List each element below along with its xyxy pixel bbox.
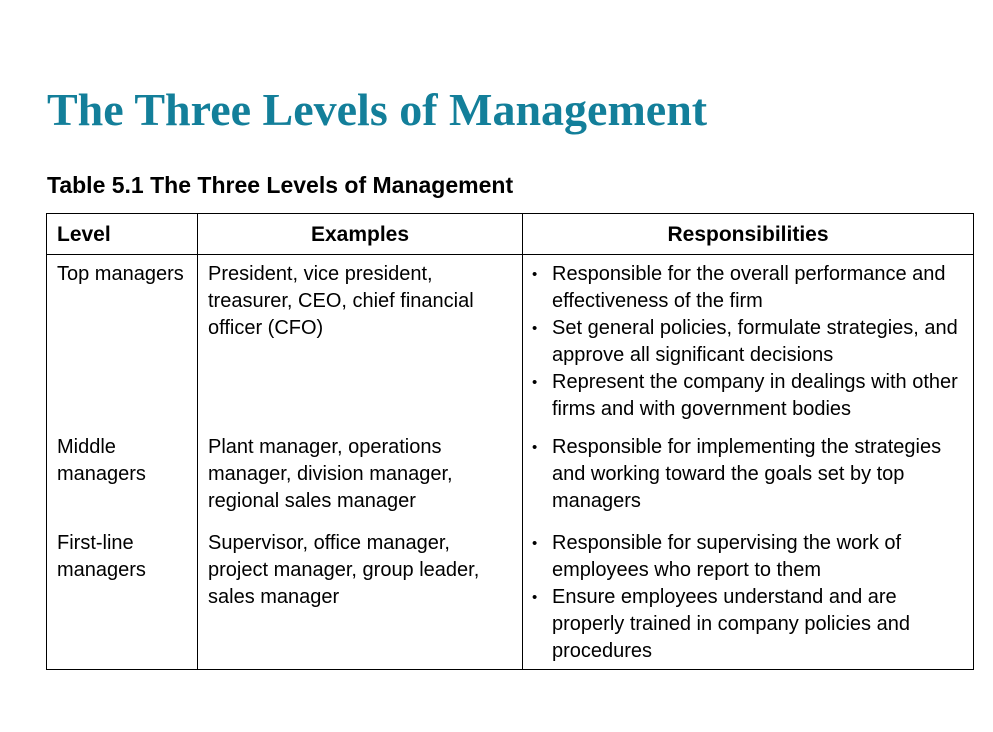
cell-level: Top managers [47,255,198,430]
cell-examples: President, vice president, treasurer, CEO, chief financial officer (CFO) [198,255,523,430]
responsibility-list [532,261,964,423]
cell-examples: Supervisor, office manager, project manager, group leader, sales manager [198,521,523,670]
responsibility-item: • Set general policies, formulate strategies, and approve all significant decisions [532,315,964,369]
header-examples: Examples [198,214,523,255]
responsibility-item: • Represent the company in dealings with other firms and with government bodies [532,369,964,423]
header-responsibilities: Responsibilities [523,214,974,255]
responsibility-list [532,434,964,515]
table-row-first-line-managers [47,521,974,670]
cell-level: Middle managers [47,429,198,521]
responsibility-item: • Ensure employees understand and are properly trained in company policies and procedures [532,584,964,665]
cell-level: First-line managers [47,521,198,670]
cell-responsibilities [523,429,974,521]
responsibility-item: • Responsible for implementing the strategies and working toward the goals set by top managers [532,434,964,515]
management-levels-table [46,213,974,670]
table-row-top-managers [47,255,974,430]
responsibility-list [532,530,964,665]
header-level: Level [47,214,198,255]
responsibility-item: • Responsible for the overall performance and effectiveness of the firm [532,261,964,315]
responsibility-item: • Responsible for supervising the work of employees who report to them [532,530,964,584]
cell-responsibilities [523,255,974,430]
table-caption: Table 5.1 The Three Levels of Management [47,172,514,198]
slide-title: The Three Levels of Management [47,84,708,135]
table-header-row [47,214,974,255]
cell-examples: Plant manager, operations manager, division manager, regional sales manager [198,429,523,521]
table-row-middle-managers [47,429,974,521]
cell-responsibilities [523,521,974,670]
